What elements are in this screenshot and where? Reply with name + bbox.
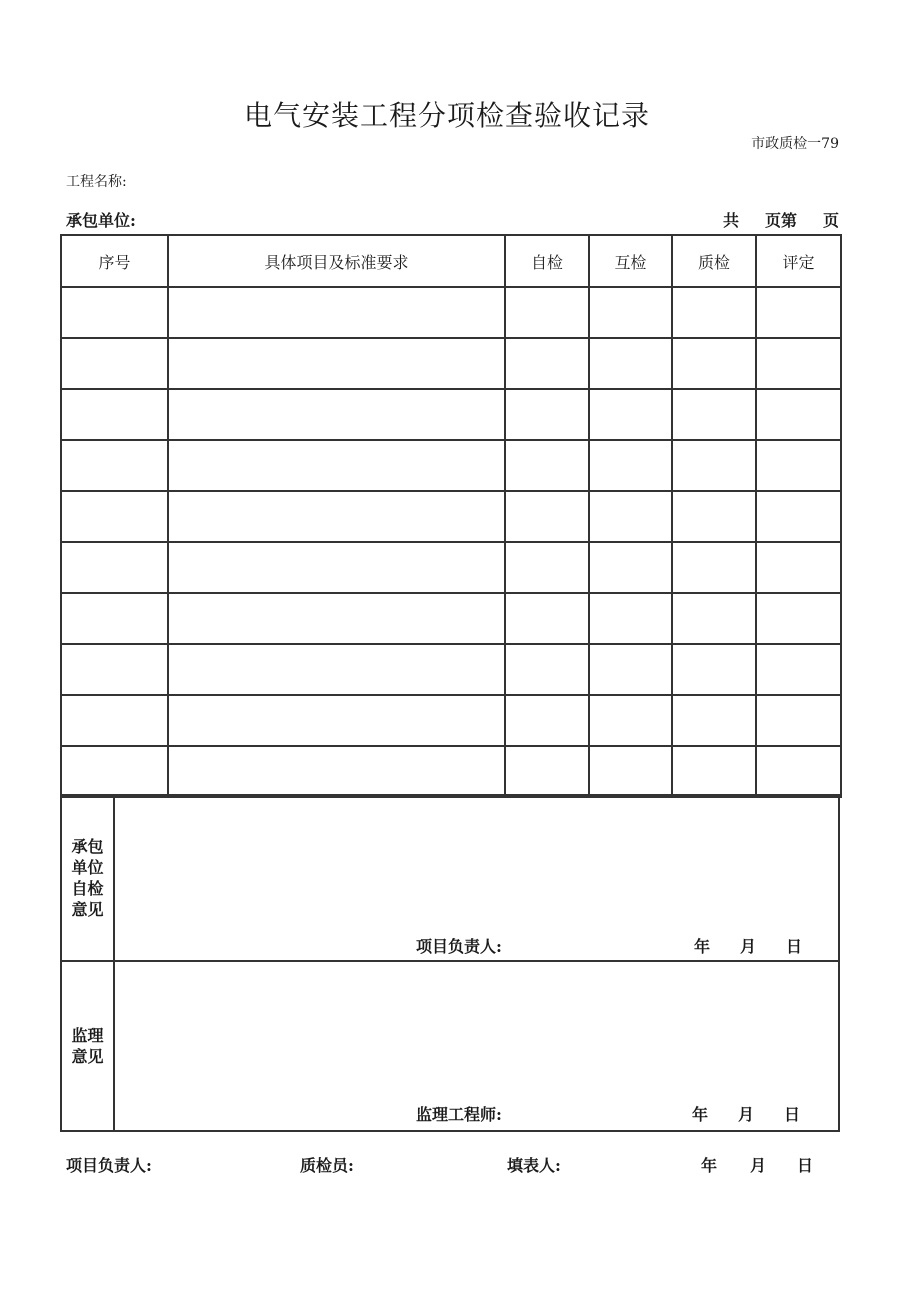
table-row <box>61 593 841 644</box>
table-cell[interactable] <box>61 644 168 695</box>
supervision-month: 月 <box>738 1105 755 1124</box>
contractor-opinion-section <box>60 794 840 962</box>
table-cell[interactable] <box>505 338 589 389</box>
table-cell[interactable] <box>672 695 756 746</box>
table-cell[interactable] <box>756 338 841 389</box>
table-cell[interactable] <box>672 644 756 695</box>
table-cell[interactable] <box>589 746 672 797</box>
table-cell[interactable] <box>168 644 505 695</box>
table-cell[interactable] <box>61 695 168 746</box>
table-cell[interactable] <box>61 338 168 389</box>
table-cell[interactable] <box>672 287 756 338</box>
table-cell[interactable] <box>756 287 841 338</box>
contractor-opinion-field[interactable] <box>114 795 839 961</box>
table-cell[interactable] <box>61 287 168 338</box>
page-number-label: 页第 <box>764 211 797 230</box>
header-rating: 评定 <box>756 235 841 287</box>
header-item: 具体项目及标准要求 <box>168 235 505 287</box>
table-cell[interactable] <box>672 746 756 797</box>
contractor-signer-label: 项目负责人: <box>416 937 502 956</box>
supervision-day: 日 <box>784 1105 801 1124</box>
form-code: 市政质检一79 <box>751 136 839 152</box>
table-cell[interactable] <box>168 746 505 797</box>
table-cell[interactable] <box>505 287 589 338</box>
footer-project-lead: 项目负责人: <box>66 1156 152 1175</box>
table-cell[interactable] <box>505 644 589 695</box>
footer-year: 年 <box>701 1156 718 1175</box>
table-cell[interactable] <box>589 389 672 440</box>
table-cell[interactable] <box>589 440 672 491</box>
table-cell[interactable] <box>589 338 672 389</box>
footer-filler: 填表人: <box>507 1156 561 1175</box>
table-cell[interactable] <box>589 491 672 542</box>
table-cell[interactable] <box>505 389 589 440</box>
table-row <box>61 542 841 593</box>
supervision-opinion-label: 监理 意见 <box>61 961 114 1131</box>
footer-month: 月 <box>750 1156 767 1175</box>
supervision-signer-label: 监理工程师: <box>416 1105 502 1124</box>
contractor-label: 承包单位: <box>66 211 136 230</box>
table-cell[interactable] <box>168 695 505 746</box>
table-row <box>61 644 841 695</box>
table-cell[interactable] <box>61 746 168 797</box>
table-cell[interactable] <box>168 593 505 644</box>
header-self-check: 自检 <box>505 235 589 287</box>
table-cell[interactable] <box>672 389 756 440</box>
table-cell[interactable] <box>168 338 505 389</box>
contractor-month: 月 <box>740 937 757 956</box>
table-cell[interactable] <box>168 440 505 491</box>
inspection-table <box>60 234 842 798</box>
table-cell[interactable] <box>756 542 841 593</box>
supervision-opinion-section <box>60 960 840 1132</box>
table-cell[interactable] <box>672 491 756 542</box>
table-cell[interactable] <box>756 440 841 491</box>
table-cell[interactable] <box>505 695 589 746</box>
table-cell[interactable] <box>168 542 505 593</box>
table-row <box>61 338 841 389</box>
table-row <box>61 695 841 746</box>
page-end-label: 页 <box>822 211 839 230</box>
table-cell[interactable] <box>168 389 505 440</box>
table-cell[interactable] <box>589 542 672 593</box>
table-cell[interactable] <box>756 746 841 797</box>
table-cell[interactable] <box>589 695 672 746</box>
table-cell[interactable] <box>505 542 589 593</box>
supervision-opinion-field[interactable] <box>114 961 839 1131</box>
footer-day: 日 <box>797 1156 814 1175</box>
header-mutual-check: 互检 <box>589 235 672 287</box>
contractor-day: 日 <box>786 937 803 956</box>
table-cell[interactable] <box>756 644 841 695</box>
supervision-year: 年 <box>692 1105 709 1124</box>
table-cell[interactable] <box>61 593 168 644</box>
table-cell[interactable] <box>589 593 672 644</box>
table-cell[interactable] <box>589 644 672 695</box>
contractor-year: 年 <box>694 937 711 956</box>
table-cell[interactable] <box>672 338 756 389</box>
table-cell[interactable] <box>672 542 756 593</box>
table-cell[interactable] <box>756 389 841 440</box>
table-cell[interactable] <box>505 746 589 797</box>
header-seq: 序号 <box>61 235 168 287</box>
table-row <box>61 746 841 797</box>
table-cell[interactable] <box>672 440 756 491</box>
header-quality-check: 质检 <box>672 235 756 287</box>
table-row <box>61 440 841 491</box>
table-cell[interactable] <box>756 593 841 644</box>
table-cell[interactable] <box>505 491 589 542</box>
table-cell[interactable] <box>61 389 168 440</box>
table-row <box>61 491 841 542</box>
table-cell[interactable] <box>168 287 505 338</box>
table-cell[interactable] <box>61 542 168 593</box>
table-cell[interactable] <box>672 593 756 644</box>
table-cell[interactable] <box>505 593 589 644</box>
page-title: 电气安装工程分项检查验收记录 <box>243 99 650 132</box>
project-name-label: 工程名称: <box>66 174 127 190</box>
contractor-opinion-label: 承包 单位 自检 意见 <box>61 795 114 961</box>
table-cell[interactable] <box>61 491 168 542</box>
table-cell[interactable] <box>756 695 841 746</box>
table-header-row <box>61 235 841 287</box>
table-cell[interactable] <box>168 491 505 542</box>
table-cell[interactable] <box>756 491 841 542</box>
page-count <box>723 208 839 231</box>
table-cell[interactable] <box>589 287 672 338</box>
footer-inspector: 质检员: <box>300 1156 354 1175</box>
table-cell[interactable] <box>61 440 168 491</box>
table-row <box>61 389 841 440</box>
table-row <box>61 287 841 338</box>
total-pages-label: 共 <box>722 211 739 230</box>
table-cell[interactable] <box>505 440 589 491</box>
